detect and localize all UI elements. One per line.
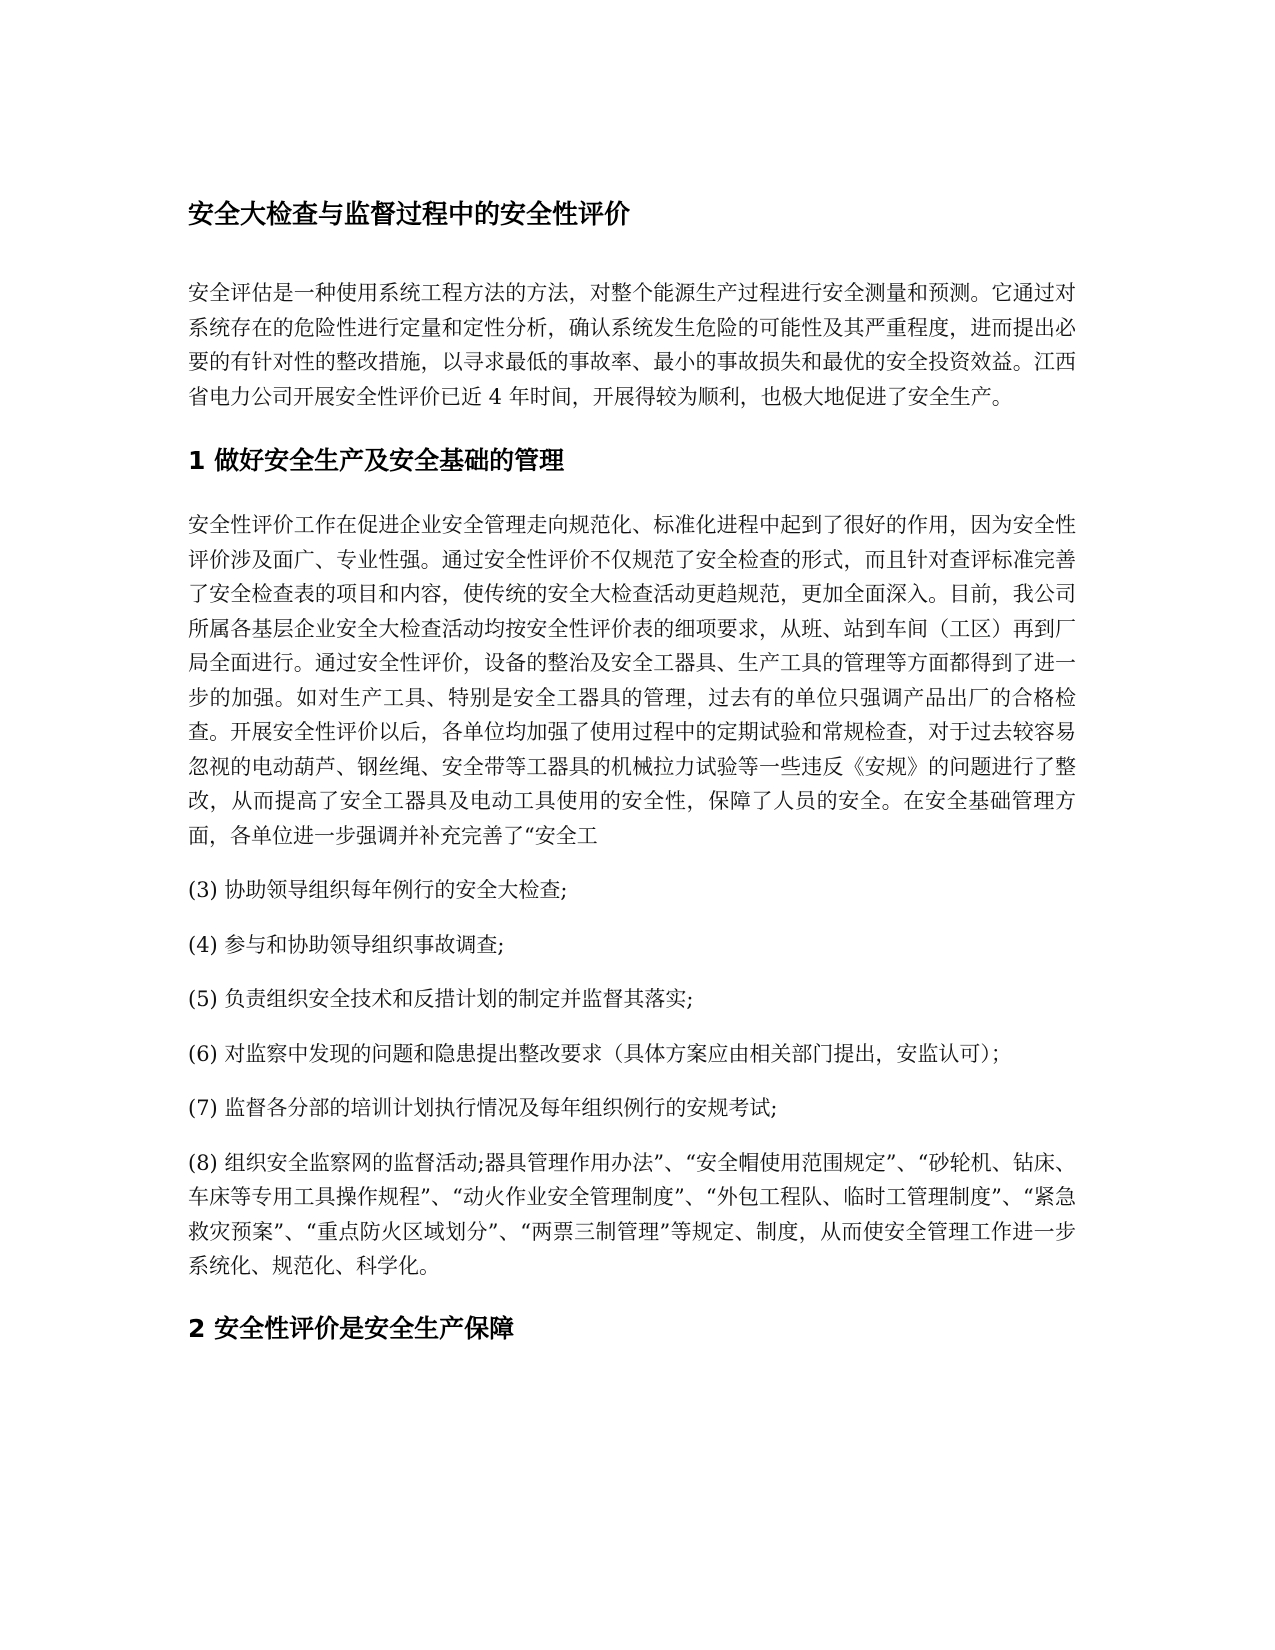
document-content — [188, 198, 1076, 1376]
list-item: (7) 监督各分部的培训计划执行情况及每年组织例行的安规考试; — [188, 1096, 778, 1120]
section-1-heading: 1 做好安全生产及安全基础的管理 — [188, 446, 565, 475]
list-item: (8) 组织安全监察网的监督活动;器具管理作用办法”、“安全帽使用范围规定”、“砂轮机、钻床、车床等专用工具操作规程”、“动火作业安全管理制度”、“外包工程队、临时工管理制度”、“紧急救灾预案”、“重点防火区域划分”、“两票三制管理”等规定、制度，从而使安全管理工作进一步系统化、规范化、科学化。 — [188, 1150, 1076, 1278]
section-1-paragraph: 安全性评价工作在促进企业安全管理走向规范化、标准化进程中起到了很好的作用，因为安全性评价涉及面广、专业性强。通过安全性评价不仅规范了安全检查的形式，而且针对查评标准完善了安全检查表的项目和内容，使传统的安全大检查活动更趋规范，更加全面深入。目前，我公司所属各基层企业安全大检查活动均按安全性评价表的细项要求，从班、站到车间（工区）再到厂局全面进行。通过安全性评价，设备的整治及安全工器具、生产工具的管理等方面都得到了进一步的加强。如对生产工具、特别是安全工器具的管理，过去有的单位只强调产品出厂的合格检查。开展安全性评价以后，各单位均加强了使用过程中的定期试验和常规检查，对于过去较容易忽视的电动葫芦、钢丝绳、安全带等工器具的机械拉力试验等一些违反《安规》的问题进行了整改，从而提高了安全工器具及电动工具使用的安全性，保障了人员的安全。在安全基础管理方面，各单位进一步强调并补充完善了“安全工 — [188, 513, 1076, 848]
list-item: (6) 对监察中发现的问题和隐患提出整改要求（具体方案应由相关部门提出，安监认可）； — [188, 1041, 1012, 1066]
list-item: (5) 负责组织安全技术和反措计划的制定并监督其落实; — [188, 987, 694, 1011]
section-2-heading: 2 安全性评价是安全生产保障 — [188, 1313, 515, 1343]
intro-paragraph: 安全评估是一种使用系统工程方法的方法，对整个能源生产过程进行安全测量和预测。它通过对系统存在的危险性进行定量和定性分析，确认系统发生危险的可能性及其严重程度，进而提出必要的有针对性的整改措施，以寻求最低的事故率、最小的事故损失和最优的安全投资效益。江西省电力公司开展安全性评价已近 4 年时间，开展得较为顺利，也极大地促进了安全生产。 — [188, 281, 1076, 409]
document-title: 安全大检查与监督过程中的安全性评价 — [188, 200, 631, 230]
list-item: (4) 参与和协助领导组织事故调查; — [188, 932, 505, 957]
list-item: (3) 协助领导组织每年例行的安全大检查; — [188, 878, 568, 902]
